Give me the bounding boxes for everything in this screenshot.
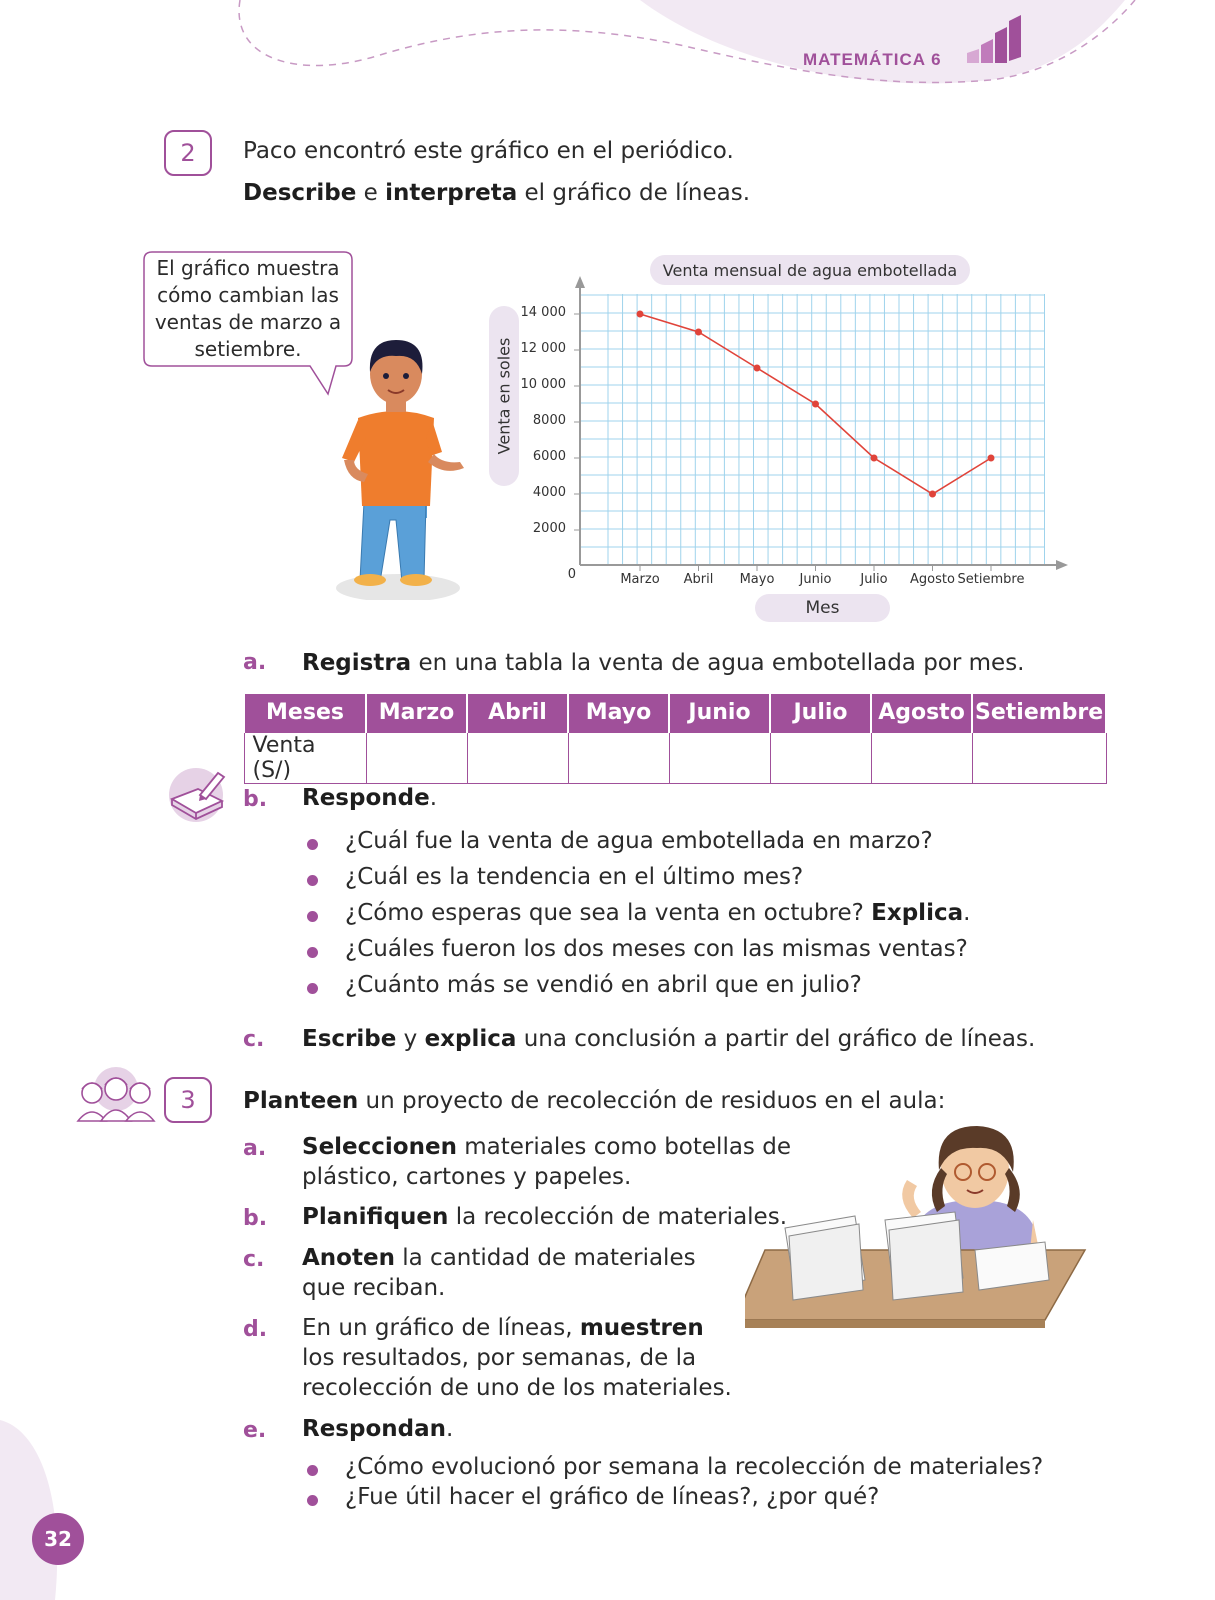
x-tick-label: Julio	[860, 572, 888, 587]
data-point	[929, 491, 936, 498]
table-header-cell: Agosto	[871, 693, 972, 732]
table-header-cell: Abril	[467, 693, 568, 732]
activity3-instruction: Planteen un proyecto de recolección de residuos en el aula:	[243, 1088, 946, 1114]
question-item: ¿Cómo evolucionó por semana la recolección de materiales?	[345, 1454, 1044, 1480]
table-cell-input[interactable]	[467, 732, 568, 783]
x-tick-label: Agosto	[910, 572, 955, 587]
table-header-cell: Julio	[770, 693, 871, 732]
activity3-item-c-cont: que reciban.	[302, 1275, 446, 1301]
question-item: ¿Cuál fue la venta de agua embotellada en marzo?	[345, 828, 933, 854]
activity3-item-e: Respondan.	[302, 1416, 454, 1442]
table-cell-input[interactable]	[669, 732, 770, 783]
table-cell-input[interactable]	[972, 732, 1106, 783]
y-tick-label: 8000	[532, 413, 566, 428]
part-a-letter: a.	[243, 650, 267, 675]
bullet	[307, 911, 318, 922]
table-cell-input[interactable]	[871, 732, 972, 783]
x-tick-label: Setiembre	[957, 572, 1025, 587]
activity3-item-d-letter: d.	[243, 1317, 268, 1342]
y-tick-label: 14 000	[520, 305, 566, 320]
page-number: 32	[32, 1513, 84, 1565]
activity2-instruction: Describe e interpreta el gráfico de líneas.	[243, 180, 751, 206]
bullet	[307, 1495, 318, 1506]
table-header-row	[244, 693, 1106, 732]
activity-number-3: 3	[164, 1077, 212, 1123]
y-axis-label: Venta en soles	[494, 337, 514, 455]
bullet	[307, 947, 318, 958]
table-header-cell: Junio	[669, 693, 770, 732]
y-tick-label: 6000	[532, 449, 566, 464]
question-item: ¿Fue útil hacer el gráfico de líneas?, ¿por qué?	[345, 1484, 880, 1510]
sales-table	[243, 692, 1107, 784]
x-tick-label: Marzo	[620, 572, 660, 587]
table-header-cell: Setiembre	[972, 693, 1106, 732]
activity3-item-d-cont2: recolección de uno de los materiales.	[302, 1375, 732, 1401]
bullet	[307, 1465, 318, 1476]
part-c-instruction: Escribe y explica una conclusión a partir del gráfico de líneas.	[302, 1026, 1036, 1052]
data-point	[812, 401, 819, 408]
speech-bubble-text: El gráfico muestra cómo cambian las ventas de marzo a setiembre.	[154, 256, 342, 361]
activity3-item-a-letter: a.	[243, 1136, 267, 1161]
y-tick-label: 0	[567, 567, 576, 582]
activity3-item-b-letter: b.	[243, 1206, 268, 1231]
notebook-pencil-icon	[166, 765, 228, 823]
table-header-cell: Mayo	[568, 693, 669, 732]
table-row	[244, 732, 1106, 783]
line-chart	[0, 0, 1215, 620]
y-tick-label: 2000	[532, 521, 566, 536]
question-item: ¿Cuáles fueron los dos meses con las mismas ventas?	[345, 936, 968, 962]
activity2-intro: Paco encontró este gráfico en el periódico.	[243, 138, 734, 164]
activity-number-2: 2	[164, 130, 212, 176]
activity3-item-d: En un gráfico de líneas, muestren	[302, 1315, 704, 1341]
group-work-icon	[74, 1065, 158, 1127]
chart-title: Venta mensual de agua embotellada	[650, 255, 970, 285]
activity3-item-d-cont: los resultados, por semanas, de la	[302, 1345, 697, 1371]
table-cell-input[interactable]	[568, 732, 669, 783]
activity3-item-b: Planifiquen la recolección de materiales.	[302, 1204, 788, 1230]
x-axis-arrow	[1056, 560, 1068, 570]
table-row-label: Venta (S/)	[244, 732, 366, 783]
x-tick-label: Junio	[799, 572, 832, 587]
x-tick-label: Abril	[683, 572, 714, 587]
data-point	[695, 329, 702, 336]
question-item: ¿Cuál es la tendencia en el último mes?	[345, 864, 804, 890]
x-tick-label: Mayo	[739, 572, 775, 587]
activity3-item-c-letter: c.	[243, 1247, 265, 1272]
x-axis-label: Mes	[755, 594, 890, 622]
part-b-letter: b.	[243, 787, 268, 812]
part-a-instruction: Registra en una tabla la venta de agua embotellada por mes.	[302, 650, 1025, 676]
data-point	[754, 365, 761, 372]
y-tick-label: 12 000	[520, 341, 566, 356]
table-header-cell: Marzo	[366, 693, 467, 732]
data-point	[988, 455, 995, 462]
bullet	[307, 983, 318, 994]
header-title: MATEMÁTICA 6	[803, 50, 942, 69]
question-item: ¿Cuánto más se vendió en abril que en julio?	[345, 972, 862, 998]
data-point	[871, 455, 878, 462]
y-tick-label: 10 000	[520, 377, 566, 392]
part-b-instruction: Responde.	[302, 785, 438, 811]
table-cell-input[interactable]	[366, 732, 467, 783]
part-c-letter: c.	[243, 1027, 265, 1052]
activity3-item-e-letter: e.	[243, 1418, 267, 1443]
bullet	[307, 839, 318, 850]
y-axis-arrow	[575, 276, 585, 288]
activity3-item-a: Seleccionen materiales como botellas de	[302, 1134, 791, 1160]
activity3-item-a-cont: plástico, cartones y papeles.	[302, 1164, 632, 1190]
data-point	[637, 311, 644, 318]
table-cell-input[interactable]	[770, 732, 871, 783]
table-header-cell: Meses	[244, 693, 366, 732]
girl-with-paper-stacks-illustration	[745, 1120, 1105, 1360]
bullet	[307, 875, 318, 886]
activity3-item-c: Anoten la cantidad de materiales	[302, 1245, 696, 1271]
question-item: ¿Cómo esperas que sea la venta en octubre? Explica.	[345, 900, 971, 926]
y-tick-label: 4000	[532, 485, 566, 500]
